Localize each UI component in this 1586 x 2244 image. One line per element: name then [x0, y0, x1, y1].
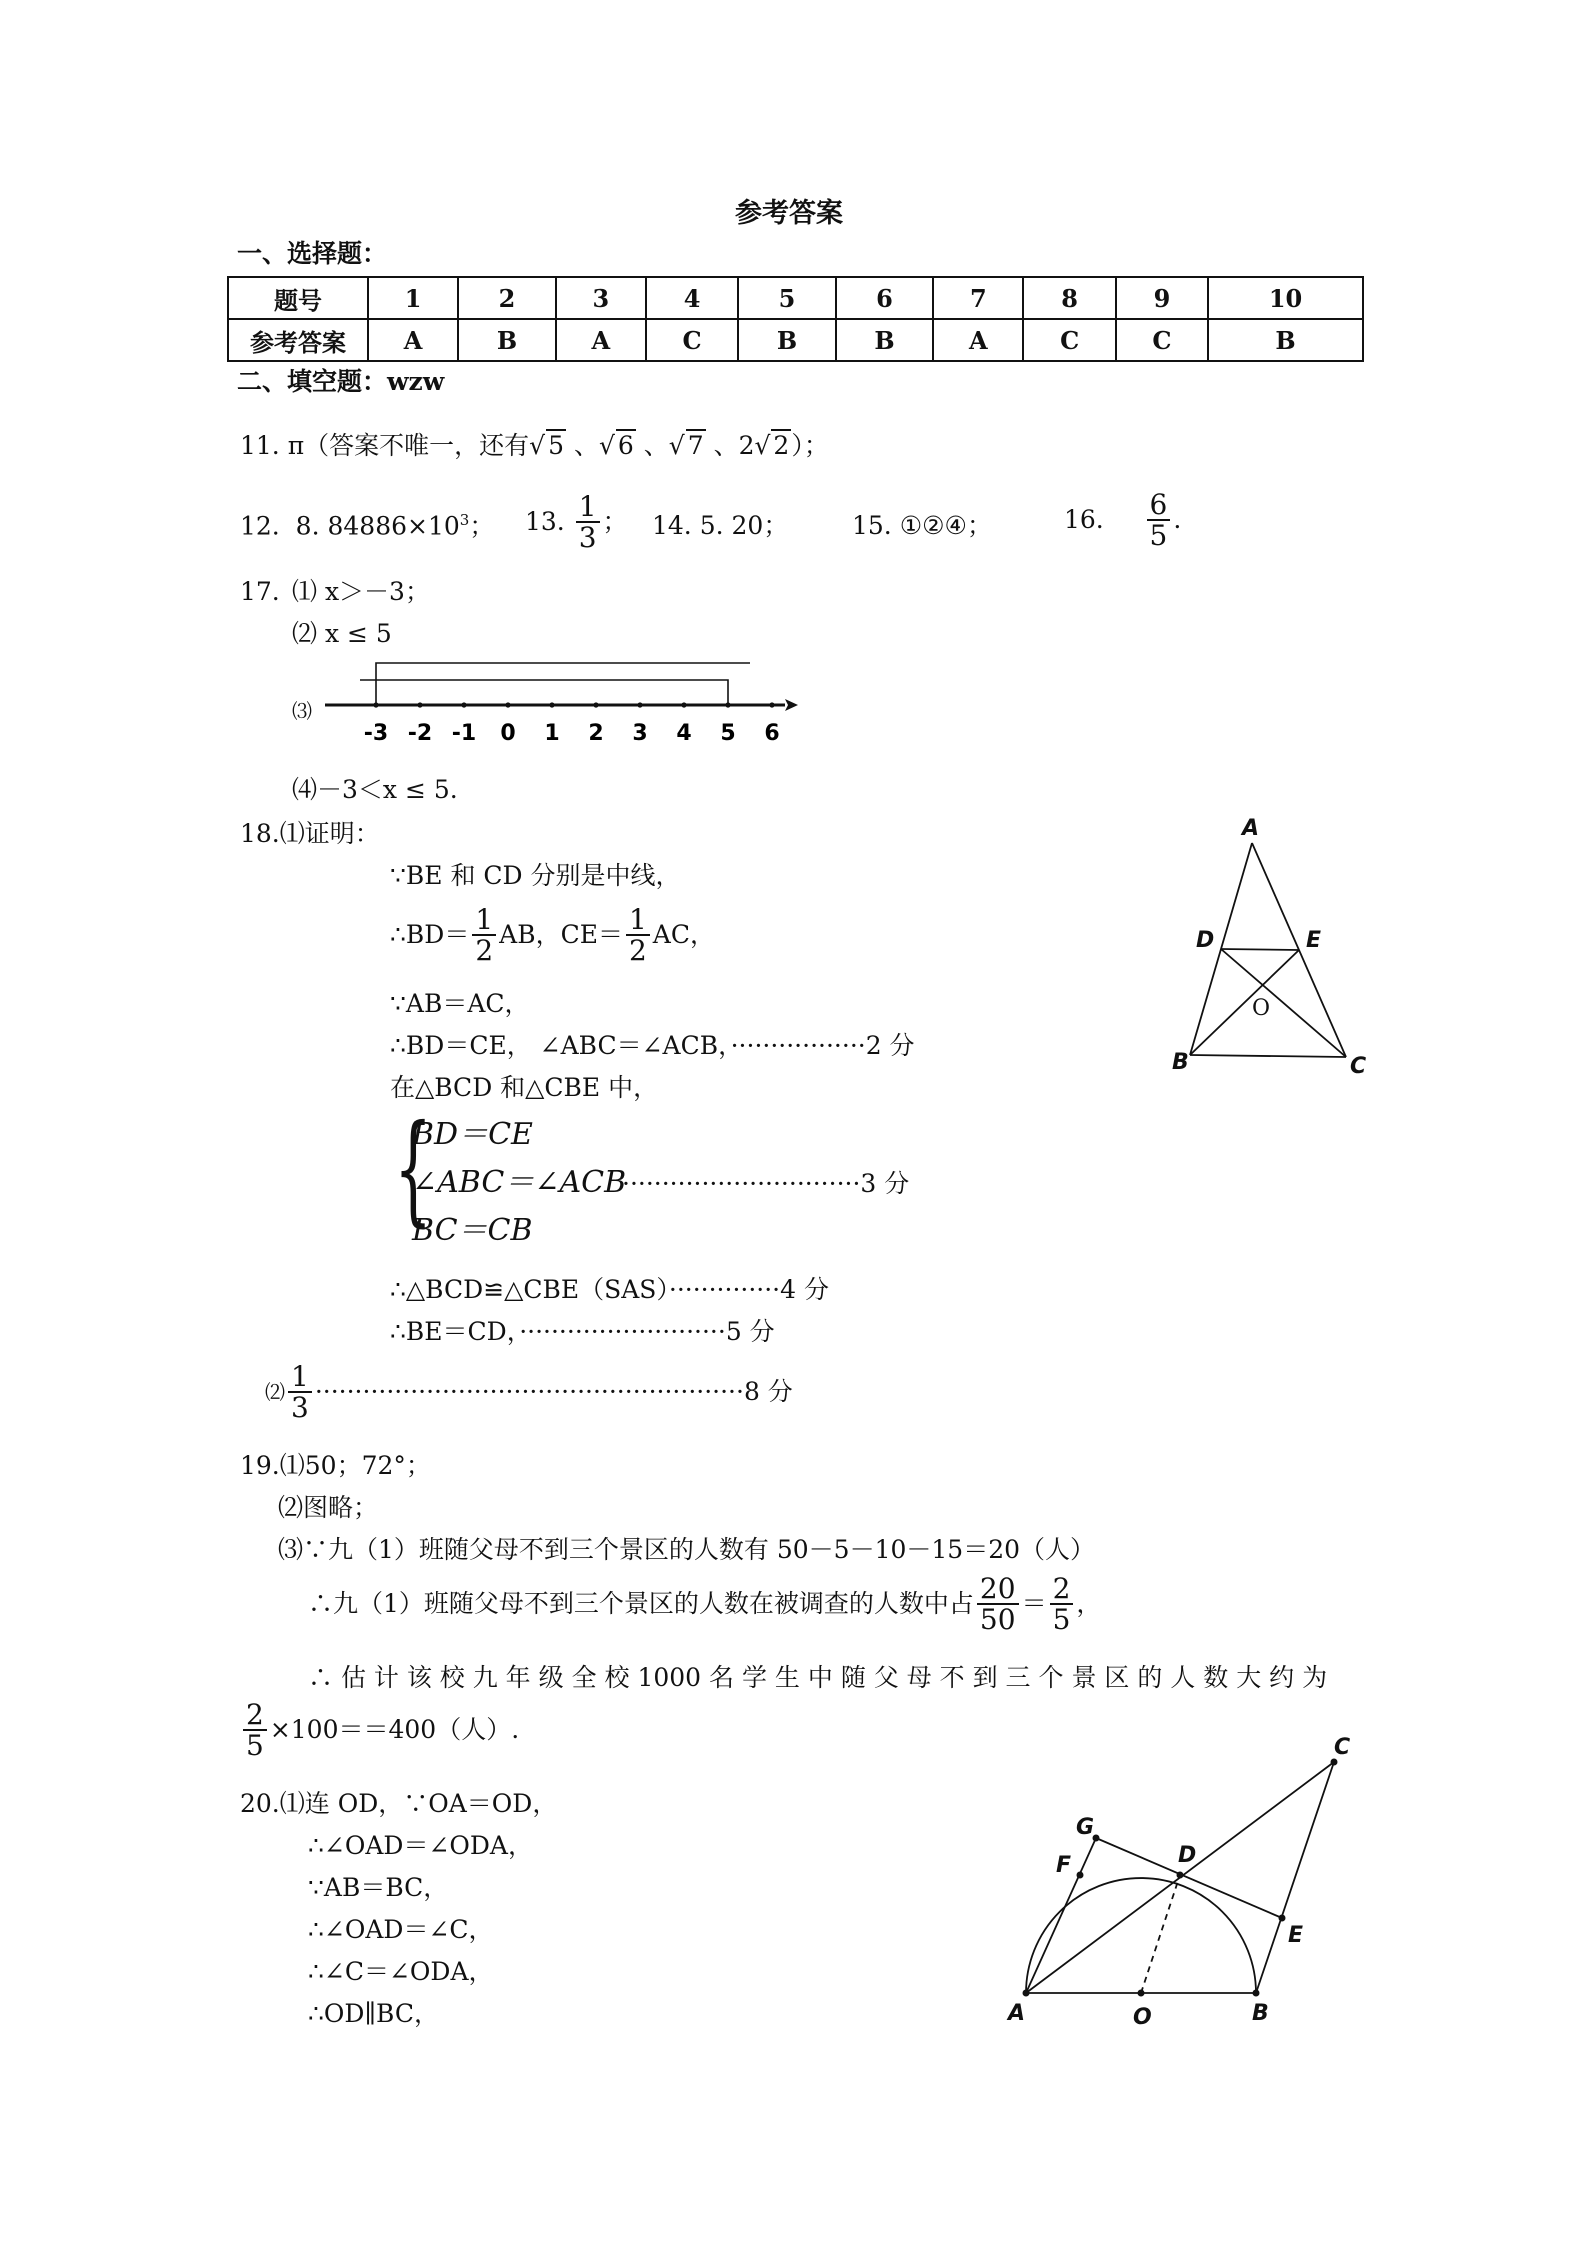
- label-f: F: [1056, 1853, 1072, 1878]
- point-a: [1023, 1990, 1030, 1997]
- table-cell-number: 6: [836, 277, 934, 319]
- fraction-den: 2: [628, 934, 647, 968]
- q20-line3: ∵AB＝BC，: [308, 1873, 449, 1902]
- system-eq3: BC＝CB: [412, 1213, 533, 1248]
- label-o: O: [1252, 996, 1271, 1021]
- table-cell-number: 4: [646, 277, 738, 319]
- q18-p2-label: ⑵: [265, 1379, 285, 1404]
- label-g: G: [1076, 1815, 1095, 1840]
- tick-label: 1: [544, 721, 560, 746]
- arrow-head: [785, 699, 798, 711]
- label-d: D: [1196, 928, 1215, 953]
- table-header-cell: 参考答案: [228, 319, 368, 361]
- q19-l4-text: ∴九（1）班随父母不到三个景区的人数在被调查的人数中占: [308, 1589, 974, 1619]
- fraction-num: 1: [472, 905, 496, 936]
- q19-l6-rest: ×100＝＝400（人）.: [269, 1715, 520, 1745]
- fraction-den: 5: [246, 1729, 264, 1763]
- point-b: [1253, 1990, 1260, 1997]
- segment-bc: [1256, 1762, 1334, 1993]
- tick-mark: [725, 702, 730, 707]
- semicircle-figure: [1000, 1735, 1370, 2048]
- table-cell-number: 5: [738, 277, 836, 319]
- table-cell-number: 1: [368, 277, 458, 319]
- q17-label: 17.: [240, 577, 280, 606]
- fraction-den: 5: [1149, 519, 1168, 553]
- table-cell-number: 8: [1023, 277, 1115, 319]
- table-cell-answer: B: [458, 319, 556, 361]
- q20-line1: 20.⑴连 OD，∵OA＝OD，: [240, 1789, 558, 1818]
- q18-bd: ∴BD＝: [390, 920, 470, 950]
- table-cell-number: 2: [458, 277, 556, 319]
- table-cell-answer: C: [1116, 319, 1208, 361]
- q12-label: 12.: [240, 511, 280, 541]
- fraction-num: 1: [626, 905, 650, 936]
- table-header-cell: 题号: [228, 277, 368, 319]
- semicircle-arc: [1026, 1878, 1256, 1993]
- fraction: [1050, 1574, 1074, 1635]
- q18-line6: ∴△BCD≌△CBE（SAS）··············4 分: [390, 1275, 829, 1304]
- q17-part2: ⑵ x ≤ 5: [292, 619, 392, 648]
- label-e: E: [1306, 928, 1322, 953]
- fraction-den: 3: [291, 1391, 309, 1425]
- table-cell-answer: A: [368, 319, 458, 361]
- answer-13: [525, 492, 628, 553]
- tick-mark: [769, 702, 774, 707]
- q17-part1: ⑴ x＞－3；: [292, 577, 430, 606]
- fraction: [243, 1700, 267, 1761]
- q11-suffix: ）；: [791, 431, 829, 460]
- fraction-den: 50: [979, 1603, 1016, 1637]
- table-cell-answer: B: [1208, 319, 1363, 361]
- q20-line6: ∴OD∥BC，: [308, 1999, 439, 2028]
- table-cell-answer: A: [556, 319, 646, 361]
- point-f: [1077, 1872, 1084, 1879]
- q20-line5: ∴∠C＝∠ODA，: [308, 1957, 494, 1986]
- answer-14: 14. 5. 20；: [652, 511, 789, 540]
- fraction: [472, 905, 496, 966]
- q19-line6: [240, 1700, 519, 1761]
- q19-line1: 19.⑴50；72°；: [240, 1451, 431, 1480]
- table-row: [228, 277, 1363, 319]
- answer-16: [1064, 490, 1181, 551]
- q12-value: 8. 84886×10: [295, 511, 460, 541]
- q13-end: ；: [602, 507, 628, 537]
- label-b: B: [1252, 2001, 1269, 2026]
- answer-12: [240, 512, 494, 541]
- q13-label: 13.: [525, 507, 565, 537]
- q18-line7: ∴BE＝CD，··························5 分: [390, 1317, 775, 1346]
- tick-label: 0: [500, 721, 516, 746]
- sqrt-value: 2: [773, 431, 790, 460]
- fraction-num: 6: [1147, 490, 1171, 521]
- q18-ce: AB，CE＝: [499, 920, 623, 950]
- q16-label: 16.: [1064, 505, 1104, 535]
- tick-label: -1: [451, 721, 477, 746]
- point-d: [1177, 1872, 1184, 1879]
- section-heading-fill: 二、填空题：wzw: [237, 367, 445, 396]
- q20-line2: ∴∠OAD＝∠ODA，: [308, 1831, 533, 1860]
- q19-line3: ⑶∵九（1）班随父母不到三个景区的人数有 50－5－10－15＝20（人）: [278, 1535, 1096, 1564]
- tick-mark: [373, 702, 378, 707]
- q19-l4-end: ，: [1076, 1589, 1102, 1619]
- system-eq2-points: ······························3 分: [622, 1169, 910, 1198]
- fraction: [977, 1574, 1019, 1635]
- segment-de: [1221, 949, 1299, 950]
- triangle-figure: [1110, 815, 1410, 1079]
- tick-mark: [637, 702, 642, 707]
- table-cell-number: 7: [933, 277, 1023, 319]
- fraction: [626, 905, 650, 966]
- fraction-num: 1: [576, 492, 600, 523]
- tick-group: [364, 702, 780, 746]
- fraction-num: 1: [288, 1362, 312, 1393]
- label-b: B: [1172, 1050, 1189, 1075]
- point-o: [1138, 1990, 1145, 1997]
- label-e: E: [1288, 1923, 1304, 1948]
- answer-11: 11. π（答案不唯一，还有√ 5 、√ 6 、√ 7 、2√ 2）；: [240, 431, 829, 460]
- system-eq2: ∠ABC＝∠ACB: [412, 1165, 627, 1200]
- table-row: [228, 319, 1363, 361]
- table-cell-answer: A: [933, 319, 1023, 361]
- sqrt-value: 6: [617, 431, 634, 460]
- q11-sep: 、: [713, 431, 739, 460]
- table-cell-number: 10: [1208, 277, 1363, 319]
- tick-mark: [681, 702, 686, 707]
- table-cell-answer: B: [836, 319, 934, 361]
- q18-p2-points: ······················································8 分: [314, 1377, 793, 1407]
- fraction-den: 2: [475, 934, 494, 968]
- q12-end: ；: [469, 511, 495, 541]
- number-line: [320, 650, 840, 760]
- tick-mark: [461, 702, 466, 707]
- tick-label: -2: [407, 721, 433, 746]
- tick-label: 3: [632, 721, 648, 746]
- fraction-den: 5: [1052, 1603, 1071, 1637]
- q19-equals: ＝: [1021, 1589, 1047, 1619]
- tick-label: 6: [764, 721, 780, 746]
- q11-sep: 、: [643, 431, 669, 460]
- table-cell-answer: C: [646, 319, 738, 361]
- fraction-num: 2: [243, 1700, 267, 1731]
- label-a: A: [1242, 816, 1260, 841]
- fraction-den: 3: [578, 521, 597, 555]
- solution-bracket-upper: [376, 663, 750, 704]
- q18-line5: 在△BCD 和△CBE 中，: [390, 1073, 659, 1102]
- q17-part3-label: ⑶: [292, 699, 312, 723]
- page-title: 参考答案: [735, 198, 843, 229]
- table-cell-answer: B: [738, 319, 836, 361]
- q12-exponent: 3: [459, 511, 470, 529]
- q18-ac: AC，: [652, 920, 715, 950]
- point-e: [1279, 1915, 1286, 1922]
- table-cell-answer: C: [1023, 319, 1115, 361]
- q11-coef: 2: [738, 431, 755, 460]
- tick-label: 2: [588, 721, 604, 746]
- tick-mark: [593, 702, 598, 707]
- fraction-num: 20: [977, 1574, 1019, 1605]
- q19-line4: [308, 1574, 1101, 1635]
- segment-bc: [1190, 1055, 1346, 1057]
- sqrt-value: 5: [548, 431, 564, 460]
- section-heading-choice: 一、选择题：: [237, 239, 388, 268]
- label-o: O: [1133, 2005, 1152, 2030]
- answer-table: [227, 276, 1364, 362]
- q17-part4: ⑷－3＜x ≤ 5.: [292, 775, 458, 804]
- table-cell-number: 9: [1116, 277, 1208, 319]
- q18-line2: [390, 905, 715, 966]
- tick-label: 4: [676, 721, 692, 746]
- q16-end: .: [1173, 505, 1182, 535]
- fraction-num: 2: [1050, 1574, 1074, 1605]
- system-brace: {: [394, 1100, 433, 1239]
- label-c: C: [1350, 1054, 1367, 1079]
- q19-line5: ∴ 估 计 该 校 九 年 级 全 校 1000 名 学 生 中 随 父 母 不 到 三 个 景 区 的 人 数 大 约 为: [308, 1663, 1328, 1692]
- q18-heading: 18.⑴证明：: [240, 819, 380, 848]
- solution-bracket-lower: [360, 680, 728, 704]
- q11-text: 11. π（答案不唯一，还有: [240, 431, 530, 460]
- q18-line1: ∵BE 和 CD 分别是中线，: [390, 861, 681, 890]
- tick-label: -3: [363, 721, 389, 746]
- fraction: [576, 492, 600, 553]
- q18-line4: ∴BD＝CE， ∠ABC＝∠ACB，·················2 分: [390, 1031, 915, 1060]
- q18-part2: [265, 1362, 793, 1423]
- tick-mark: [505, 702, 510, 707]
- q19-line2: ⑵图略；: [278, 1493, 379, 1522]
- tick-mark: [549, 702, 554, 707]
- tick-mark: [417, 702, 422, 707]
- label-d: D: [1178, 1843, 1197, 1868]
- label-a: A: [1008, 2001, 1026, 2026]
- tick-label: 5: [720, 721, 736, 746]
- sqrt-value: 7: [687, 431, 704, 460]
- fraction: [1147, 490, 1171, 551]
- q18-line3: ∵AB＝AC，: [390, 989, 530, 1018]
- q11-sep: 、: [573, 431, 599, 460]
- answer-15: 15. ①②④；: [852, 511, 992, 540]
- table-cell-number: 3: [556, 277, 646, 319]
- q20-line4: ∴∠OAD＝∠C，: [308, 1915, 494, 1944]
- system-eq1: BD＝CE: [412, 1117, 533, 1152]
- label-c: C: [1334, 1735, 1351, 1760]
- fraction: [288, 1362, 312, 1423]
